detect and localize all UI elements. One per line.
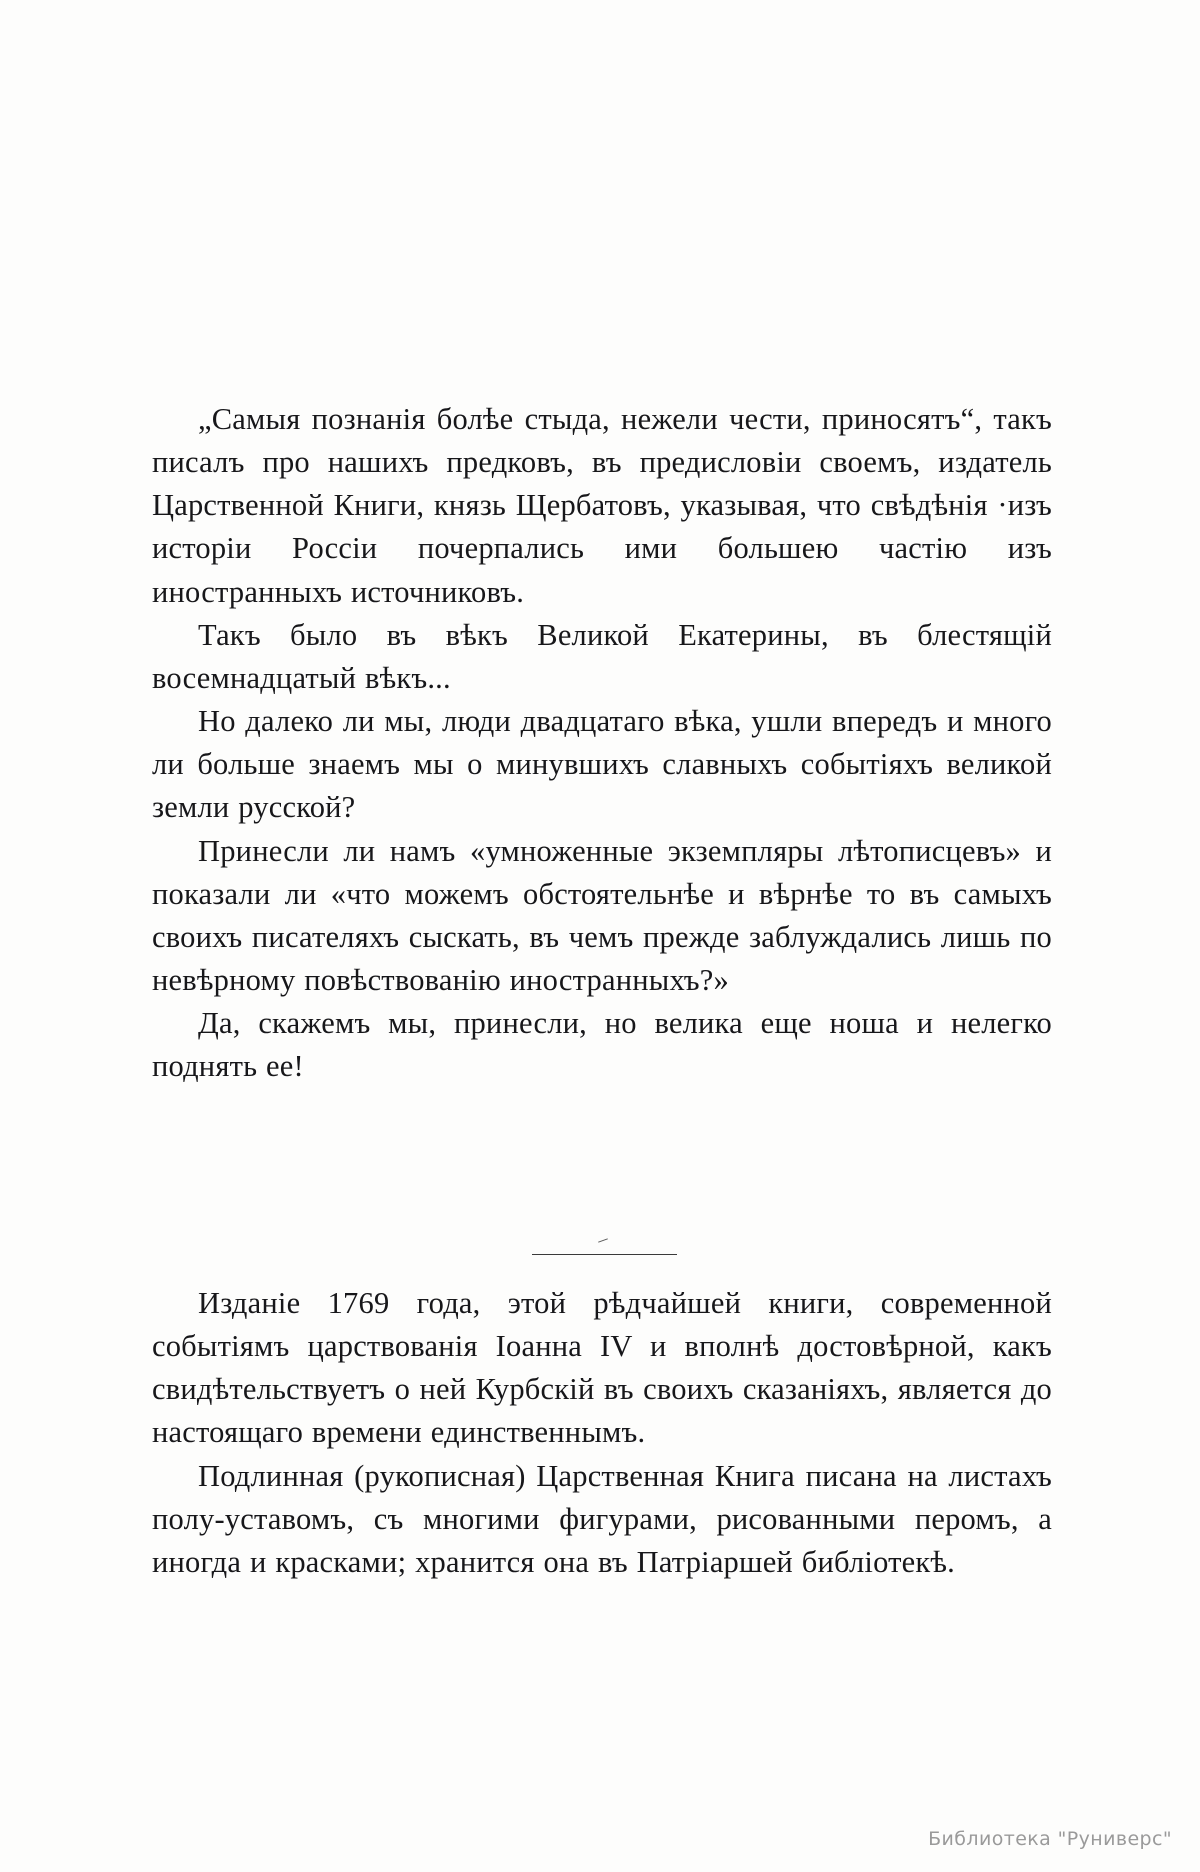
paragraph: Принесли ли намъ «умноженные экземпляры лѣтописцевъ» и показали ли «что можемъ обстоятельнѣе и вѣрнѣе то въ самыхъ своихъ писателяхъ сыскать, въ чемъ прежде заблуждались лишь по невѣрному повѣствованію иностранныхъ?» (152, 833, 1052, 998)
main-text-block-lower (152, 1282, 1052, 1584)
paragraph: Изданіе 1769 года, этой рѣдчайшей книги, современной событіямъ царствованія Іоанна IV и вполнѣ достовѣрной, какъ свидѣтельствуетъ о ней Курбскій въ своихъ сказаніяхъ, является до настоящаго времени единственнымъ. (152, 1286, 1052, 1450)
paragraph: Такъ было въ вѣкъ Великой Екатерины, въ блестящій восемнадцатый вѣкъ... (152, 617, 1052, 695)
divider-mark-icon (598, 1238, 608, 1242)
divider-rule-icon (532, 1254, 677, 1255)
library-watermark: Библиотека "Руниверс" (928, 1828, 1172, 1850)
section-divider (152, 1232, 1052, 1272)
paragraph: „Самыя познанія болѣе стыда, нежели чести, приносятъ“, такъ писалъ про нашихъ предковъ, въ предисловіи своемъ, издатель Царственной Книги, князь Щербатовъ, указывая, что свѣдѣнія ·изъ исторіи Россіи почерпались ими большею частію изъ иностранныхъ источниковъ. (152, 402, 1052, 609)
paragraph: Подлинная (рукописная) Царственная Книга писана на листахъ полу-уставомъ, съ многими фигурами, рисованными перомъ, а иногда и красками; хранится она въ Патріаршей библіотекѣ. (152, 1458, 1052, 1579)
paragraph: Да, скажемъ мы, принесли, но велика еще ноша и нелегко поднять ее! (152, 1006, 1052, 1084)
main-text-block-upper (152, 398, 1052, 1089)
paragraph: Но далеко ли мы, люди двадцатаго вѣка, ушли впередъ и много ли больше знаемъ мы о минувшихъ славныхъ событіяхъ великой земли русской? (152, 704, 1052, 825)
